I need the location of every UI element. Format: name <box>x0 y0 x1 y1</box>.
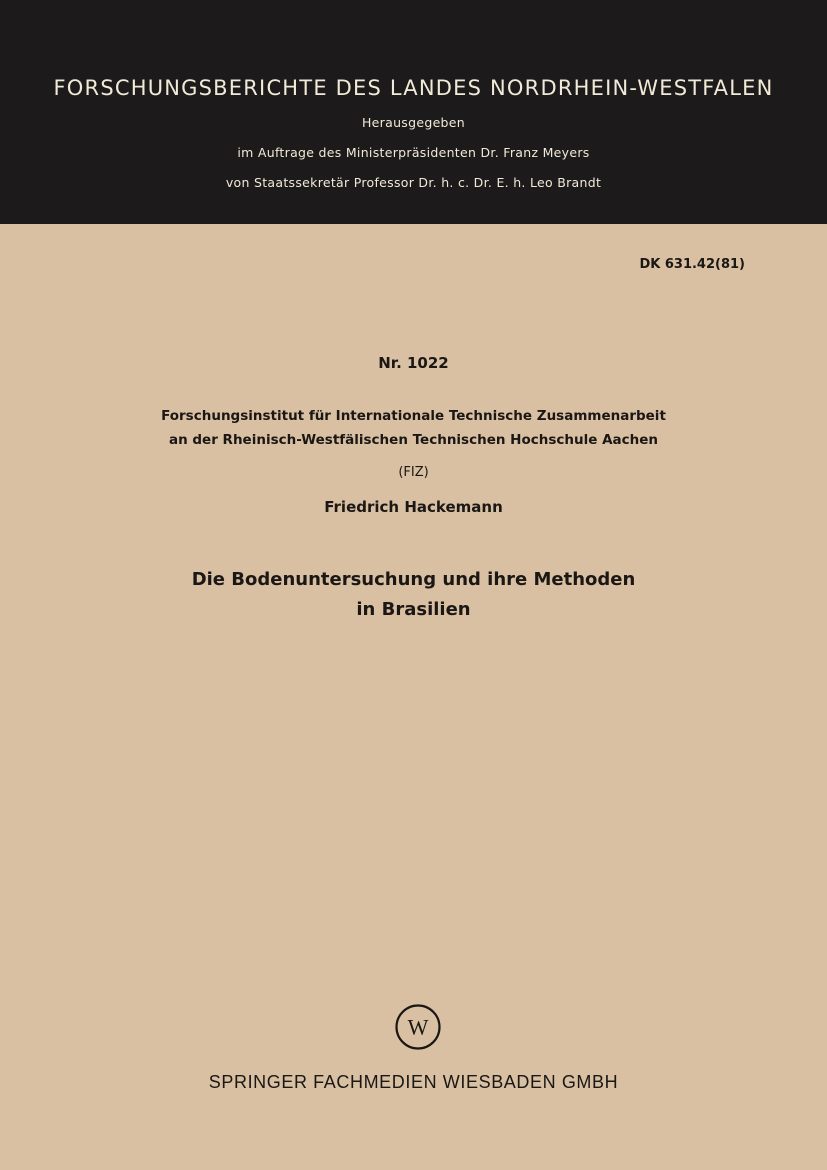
book-title-line-2: in Brasilien <box>356 599 471 620</box>
series-title: FORSCHUNGSBERICHTE DES LANDES NORDRHEIN-WESTFALEN <box>53 76 774 100</box>
institute-line-1: Forschungsinstitut für Internationale Technische Zusammenarbeit <box>161 408 666 424</box>
institute-abbreviation: (FIZ) <box>398 465 429 480</box>
author-name: Friedrich Hackemann <box>324 498 503 516</box>
publisher-logo-letter: W <box>407 1014 429 1040</box>
editor-label: Herausgegeben <box>361 115 466 130</box>
publisher-name: SPRINGER FACHMEDIEN WIESBADEN GMBH <box>208 1072 619 1092</box>
report-number: Nr. 1022 <box>378 354 449 372</box>
edited-by: von Staatssekretär Professor Dr. h. c. Dr. E. h. Leo Brandt <box>225 175 602 190</box>
publisher-logo-icon <box>394 1003 442 1051</box>
commissioned-by: im Auftrage des Ministerpräsidenten Dr. Franz Meyers <box>237 145 590 160</box>
classification-code: DK 631.42(81) <box>639 257 745 272</box>
institute-line-2: an der Rheinisch-Westfälischen Technischen Hochschule Aachen <box>168 432 659 448</box>
header-band <box>0 0 827 224</box>
book-title-line-1: Die Bodenuntersuchung und ihre Methoden <box>191 569 636 590</box>
